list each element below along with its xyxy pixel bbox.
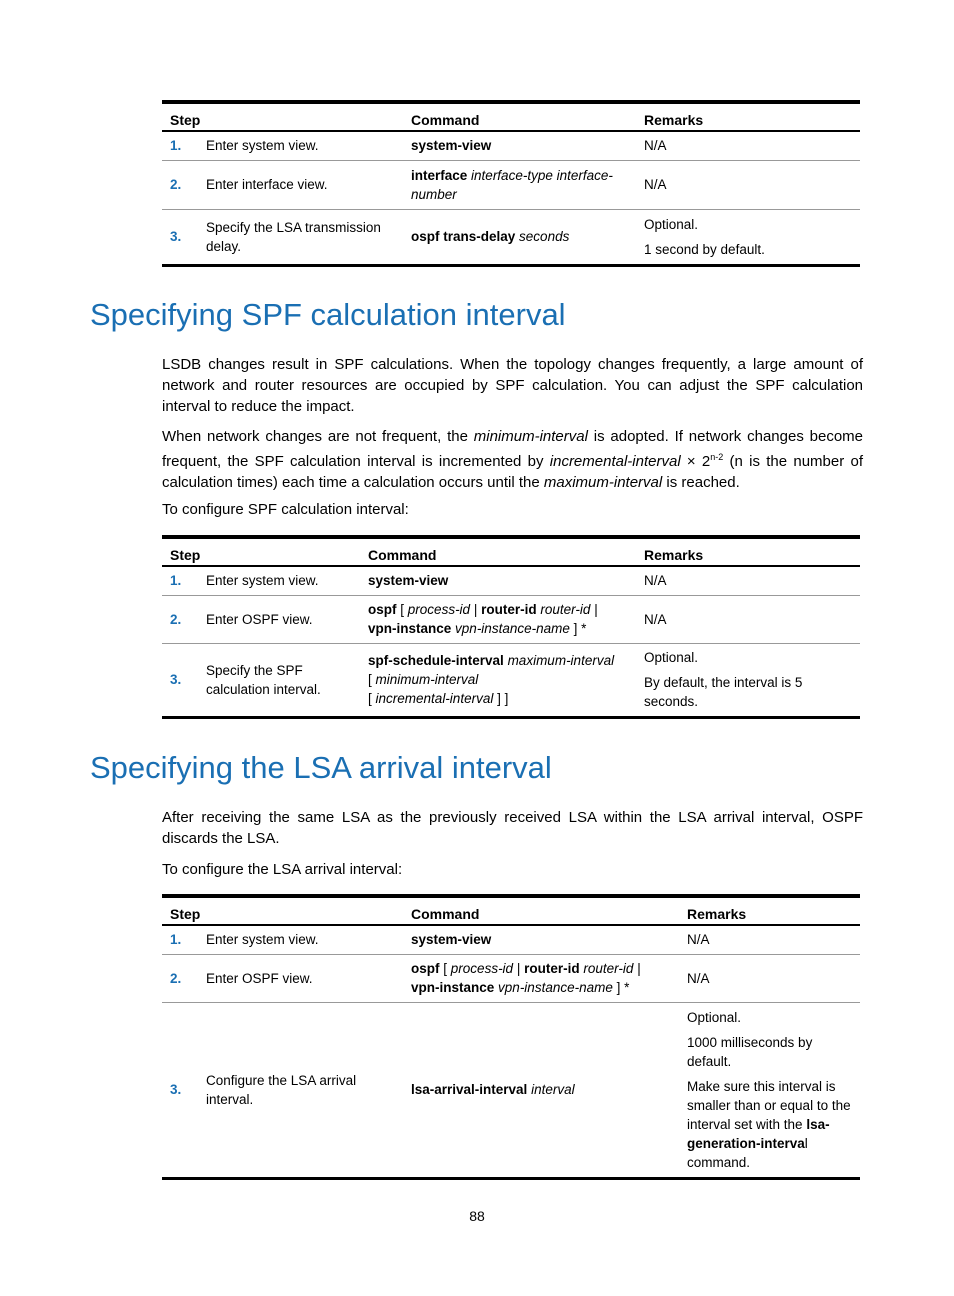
step-description: Specify the LSA transmission delay. [202,209,403,265]
command-keyword: ospf [411,961,440,976]
table-row [162,1002,860,1178]
header-step: Step [162,896,403,925]
command-keyword: vpn-instance [368,621,452,636]
text-run: is reached. [662,474,740,491]
step-description: Enter OSPF view. [202,954,403,1002]
command-argument: router-id [540,602,591,617]
step-command [403,1002,679,1178]
step-number: 3. [162,643,202,717]
step-number: 2. [162,954,202,1002]
command-syntax: ] * [573,621,587,636]
command-keyword: interface [411,167,468,183]
step-number: 1. [162,131,202,160]
step-number: 1. [162,925,202,954]
table-lsa-transmission-delay [162,100,860,267]
step-remarks [679,954,860,1002]
table-lsa-arrival-interval [162,894,860,1180]
step-remarks [636,566,860,595]
command-syntax: [ [443,961,448,976]
command-argument: router-id [583,961,634,976]
remark-line: 1 second by default. [644,241,765,257]
command-syntax: | [473,602,478,617]
paragraph: To configure SPF calculation interval: [162,501,409,518]
command-syntax: [ [400,602,405,617]
command-argument: process-id [407,602,471,617]
command-argument: interval [531,1082,575,1097]
step-description: Enter system view. [202,566,360,595]
step-description: Enter interface view. [202,160,403,209]
step-remarks [636,131,860,160]
superscript: n-2 [710,452,724,462]
text-run: is adopted. If network changes become frequent, the SPF calculation interval is incremented by [162,428,863,470]
step-number: 1. [162,566,202,595]
command-keyword: spf-schedule-interval [368,653,504,668]
table-header-row [162,537,860,566]
text-run: (n is the number of calculation times) each time a calculation occurs until the [162,453,863,491]
step-remarks [636,160,860,209]
step-number: 2. [162,160,202,209]
table-header-row [162,896,860,925]
text-run: incremental-interval [549,453,681,470]
text-run: Make sure this interval is smaller than or equal to the interval set with the [687,1078,851,1132]
text-run: minimum-interval [473,428,588,445]
header-remarks: Remarks [636,537,860,566]
step-number: 2. [162,595,202,643]
remark-line: Optional. [687,1009,742,1025]
remark-line: 1000 milliseconds by default. [687,1034,813,1069]
command-keyword: router-id [481,602,537,617]
step-remarks [636,209,860,265]
step-command [403,160,636,209]
table-row [162,954,860,1002]
step-number: 3. [162,1002,202,1178]
table-row [162,566,860,595]
text-run: l command. [687,1135,808,1170]
header-remarks: Remarks [679,896,860,925]
remark-line: N/A [644,611,667,627]
step-description: Enter system view. [202,131,403,160]
paragraph [162,426,863,493]
step-command [403,925,679,954]
page-number: 88 [469,1208,485,1224]
command-syntax: ] ] [497,691,509,706]
command-argument: seconds [519,229,570,244]
command-argument: process-id [450,961,514,976]
remark-line: N/A [644,177,667,192]
command-argument: maximum-interval [507,653,615,668]
command-syntax: [ [368,691,372,706]
command-keyword: system-view [368,573,449,589]
table-row [162,209,860,265]
command-keyword: ospf [368,602,397,617]
step-description: Enter OSPF view. [202,595,360,643]
table-row [162,643,860,717]
table-header-row [162,102,860,131]
step-remarks [679,1002,860,1178]
command-keyword: lsa-generation-interva [687,1116,830,1151]
paragraph: LSDB changes result in SPF calculations. When the topology changes frequently, a large amount of network and router resources are occupied by SPF calculation. You can adjust the SPF calculation interval to reduce the impact. [162,356,863,415]
command-syntax: | [516,961,521,976]
header-command: Command [403,896,679,925]
command-syntax: ] * [616,980,630,995]
step-description: Configure the LSA arrival interval. [202,1002,403,1178]
command-keyword: lsa-arrival-interval [411,1082,528,1097]
command-argument: minimum-interval [375,672,479,687]
command-argument: interface-type interface-number [411,167,613,202]
step-description: Enter system view. [202,925,403,954]
text-run: × 2 [680,453,711,470]
table-row [162,131,860,160]
remark-line: By default, the interval is 5 seconds. [644,675,803,709]
remark-line: Optional. [644,650,699,665]
step-remarks [636,643,860,717]
step-number: 3. [162,209,202,265]
step-command [403,131,636,160]
command-syntax: | [594,602,598,617]
step-command [403,954,679,1002]
command-argument: incremental-interval [375,691,494,706]
header-command: Command [403,102,636,131]
table-row [162,160,860,209]
table-row [162,595,860,643]
table-row [162,925,860,954]
remark-line: N/A [687,970,710,986]
step-remarks [636,595,860,643]
command-keyword: vpn-instance [411,980,495,995]
table-spf-interval [162,535,860,719]
command-keyword: system-view [411,138,492,154]
command-syntax: | [637,961,641,976]
remark-line: N/A [644,573,667,589]
remark-line: N/A [644,138,667,154]
paragraph: After receiving the same LSA as the previously received LSA within the LSA arrival interval, OSPF discards the LSA. [162,809,863,847]
section-title-spf: Specifying SPF calculation interval [90,297,566,332]
command-argument: vpn-instance-name [455,621,570,636]
header-step: Step [162,537,360,566]
remark-line: N/A [687,932,710,948]
header-remarks: Remarks [636,102,860,131]
text-run: When network changes are not frequent, the [162,428,474,445]
step-command [360,595,636,643]
step-description: Specify the SPF calculation interval. [202,643,360,717]
remark-line [687,1077,852,1172]
step-command [403,209,636,265]
step-command [360,643,636,717]
remark-line: Optional. [644,216,699,232]
text-run: maximum-interval [543,474,663,491]
command-keyword: router-id [524,961,580,976]
step-command [360,566,636,595]
paragraph: To configure the LSA arrival interval: [162,861,403,878]
command-keyword: ospf trans-delay [411,229,516,244]
header-command: Command [360,537,636,566]
command-syntax: [ [368,672,372,687]
section-title-lsa-arrival: Specifying the LSA arrival interval [90,750,552,785]
command-argument: vpn-instance-name [498,980,613,995]
step-remarks [679,925,860,954]
header-step: Step [162,102,403,131]
command-keyword: system-view [411,932,492,948]
